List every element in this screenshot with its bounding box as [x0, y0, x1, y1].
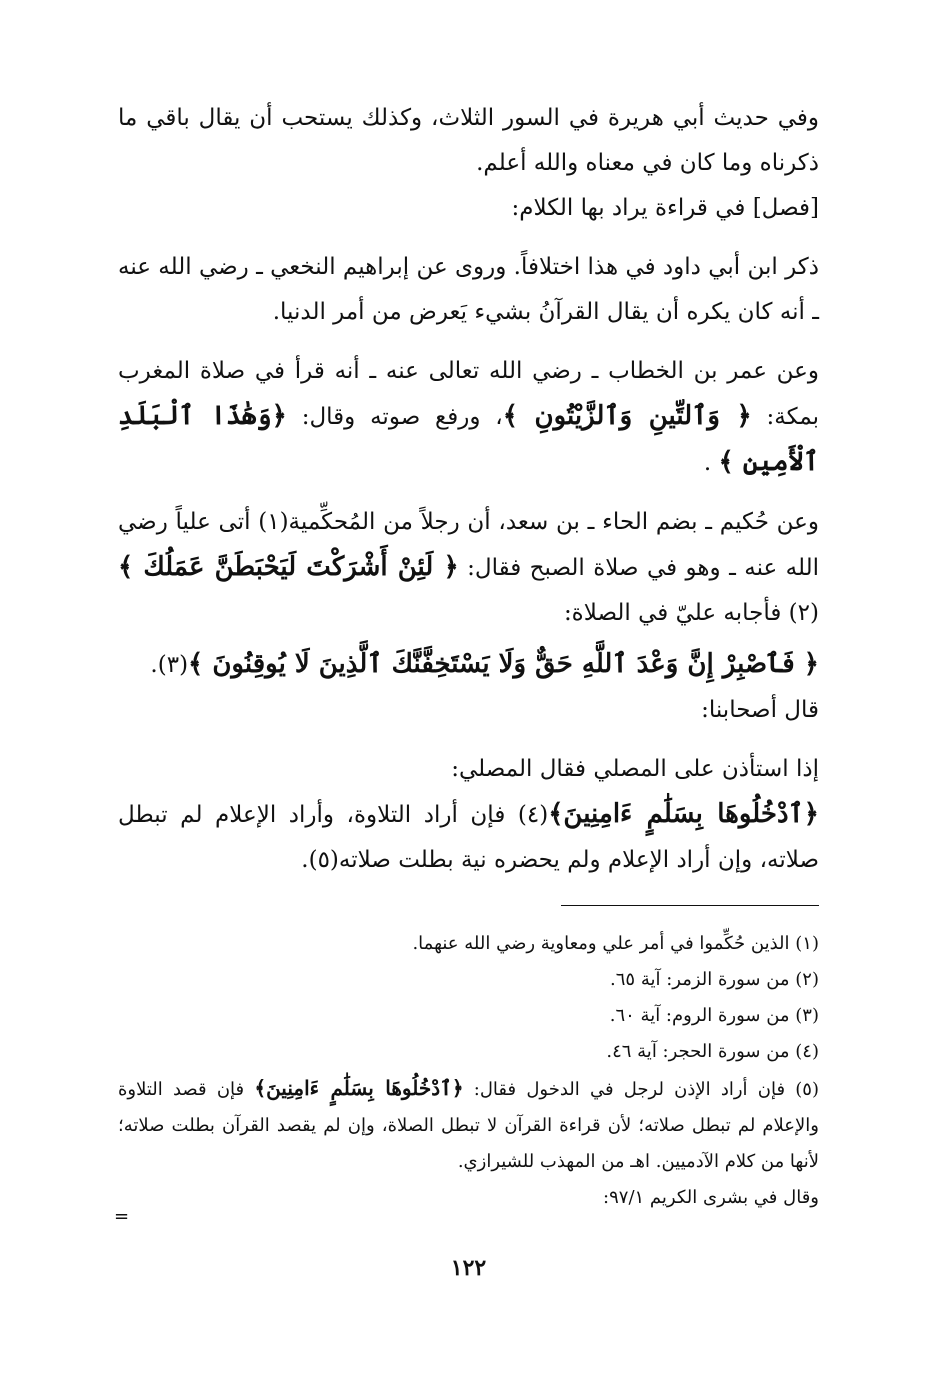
umar-mid: ، ورفع صوته وقال: — [301, 404, 503, 430]
footnote-5-verse: ﴿ٱدْخُلُوهَا بِسَلَٰمٍ ءَامِنِينَ﴾ — [254, 1076, 464, 1100]
footnote-5-rest: فإن قصد التلاوة والإعلام لم تبطل صلاته؛ لأن قراءة القرآن لا تبطل الصلاة، وإن لم يقصد القرآن بطلت صلاته؛ لأنها من كلام الآدميين. اهـ من المهذب للشيرازي. — [118, 1079, 819, 1172]
verse-hijr: ﴿ٱدْخُلُوهَا بِسَلَٰمٍ ءَامِنِينَ﴾ — [548, 799, 819, 829]
hukaym-text: وعن حُكيم ـ بضم الحاء ـ بن سعد، أن رجلاً من المُحكِّمية(١) أتى علياً رضي الله عنه ـ وهو في صلاة الصبح فقال: — [118, 509, 819, 581]
verse-rum: ﴿ فَٱصْبِرْ إِنَّ وَعْدَ ٱللَّهِ حَقٌّ وَلَا يَسْتَخِفَّنَّكَ ٱلَّذِينَ لَا يُوقِنُونَ ﴾ — [188, 649, 819, 679]
footnote-3: (٣) من سورة الروم: آية ٦٠. — [609, 1005, 819, 1026]
paragraph-nakhai: ذكر ابن أبي داود في هذا اختلافاً. وروى عن إبراهيم النخعي ـ رضي الله عنه ـ أنه كان يكره أن يقال القرآنُ بشيء يَعرض من أمر الدنيا. — [118, 254, 819, 325]
hijr-text: (٤) فإن أراد التلاوة، وأراد الإعلام لم تبطل صلاته، وإن أراد الإعلام ولم يحضره نية بطلت صلاته(٥). — [118, 802, 819, 873]
footnote-6: وقال في بشرى الكريم ٩٧/١: — [603, 1187, 819, 1208]
footnotes — [118, 926, 819, 1216]
footnote-4: (٤) من سورة الحجر: آية ٤٦. — [606, 1041, 819, 1062]
page-number: ١٢٢ — [450, 1255, 487, 1281]
footnote-2: (٢) من سورة الزمر: آية ٦٥. — [610, 969, 819, 990]
verse-tin: ﴿ وَٱلتِّينِ وَٱلزَّيْتُونِ ﴾ — [502, 401, 752, 431]
footnote-1: (١) الذين حُكِّموا في أمر علي ومعاوية رضي الله عنهما. — [412, 933, 819, 954]
section-heading: [فصل] في قراءة يراد بها الكلام: — [511, 195, 819, 221]
umar-text: وعن عمر بن الخطاب ـ رضي الله تعالى عنه ـ أنه قرأ في صلاة المغرب بمكة: — [118, 358, 820, 430]
paragraph-istadhan: إذا استأذن على المصلي فقال المصلي: — [451, 756, 819, 782]
paragraph-rum — [118, 642, 819, 688]
paragraph-hadith: وفي حديث أبي هريرة في السور الثلاث، وكذلك يستحب أن يقال باقي ما ذكرناه وما كان في معناه والله أعلم. — [118, 105, 819, 176]
paragraph-hijr — [118, 792, 819, 883]
rum-end: (٣). — [150, 652, 189, 678]
hukaym-end: (٢) فأجابه عليّ في الصلاة: — [563, 600, 819, 626]
footnote-5 — [118, 1070, 819, 1180]
paragraph-hukaym — [118, 500, 819, 636]
main-text — [118, 96, 819, 883]
verse-zumar: ﴿ لَئِنْ أَشْرَكْتَ لَيَحْبَطَنَّ عَمَلُكَ ﴾ — [118, 552, 459, 582]
umar-end: . — [703, 450, 712, 476]
paragraph-umar — [118, 349, 819, 486]
continuation-mark: = — [114, 1206, 130, 1227]
verse-balad: ﴿وَهَٰذَا ٱلْبَلَدِ ٱلْأَمِينِ ﴾ — [118, 401, 819, 477]
footnote-5-start: (٥) فإن أراد الإذن لرجل في الدخول فقال: — [473, 1079, 819, 1100]
paragraph-ashabuna: قال أصحابنا: — [701, 697, 819, 723]
footnote-separator — [561, 905, 819, 906]
